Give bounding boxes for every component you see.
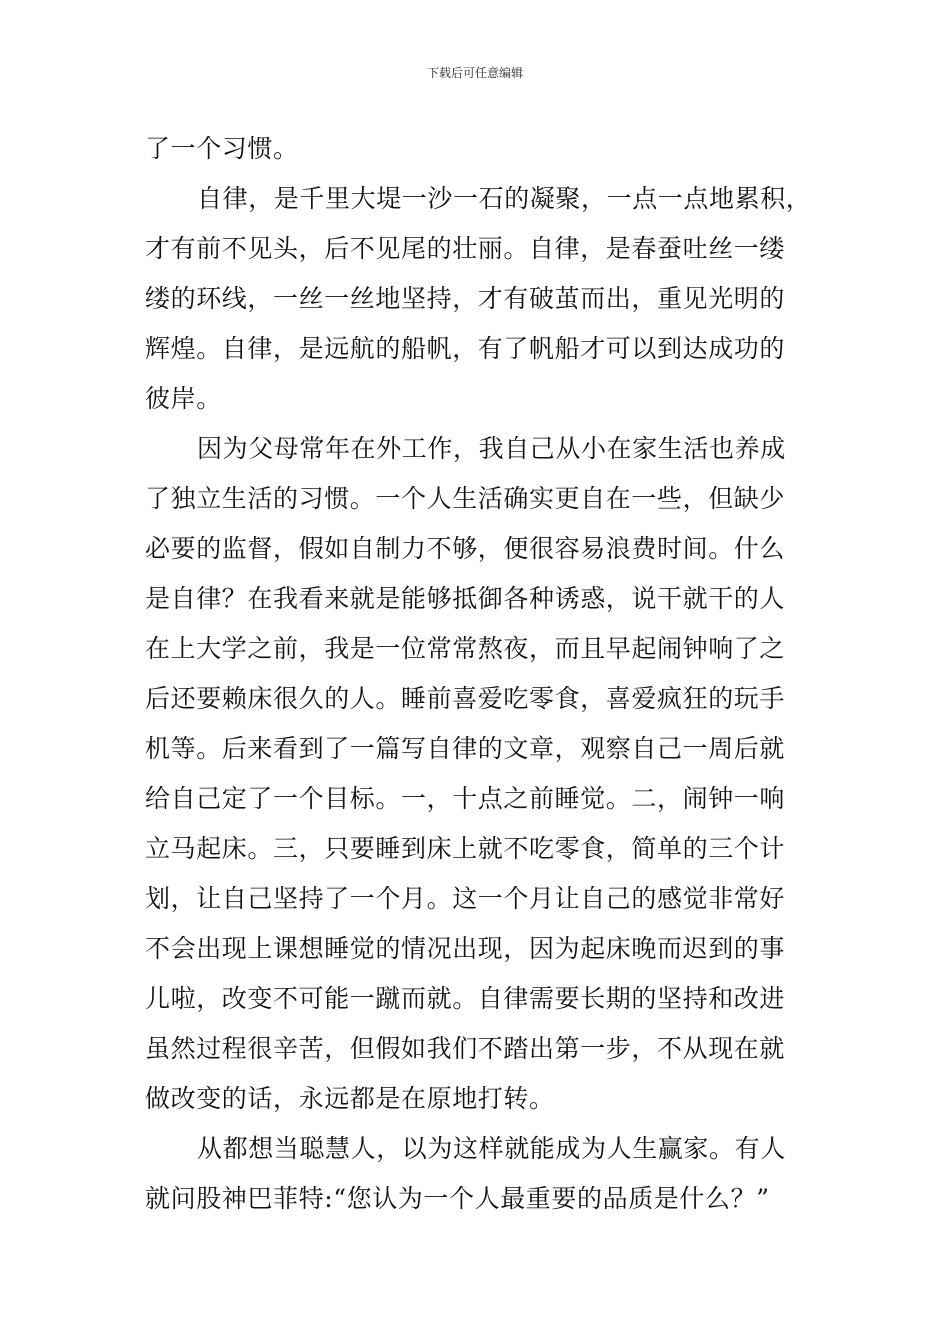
document-body bbox=[145, 124, 812, 1224]
text-line: 后还要赖床很久的人。睡前喜爱吃零食，喜爱疯狂的玩手 bbox=[145, 684, 786, 713]
text-line: 才有前不见头，后不见尾的壮丽。自律，是春蚕吐丝一缕 bbox=[145, 234, 786, 263]
text-line: 机等。后来看到了一篇写自律的文章，观察自己一周后就 bbox=[145, 734, 786, 763]
text-line: 在上大学之前，我是一位常常熬夜，而且早起闹钟响了之 bbox=[145, 634, 786, 663]
text-line: 辉煌。自律，是远航的船帆，有了帆船才可以到达成功的 bbox=[145, 334, 786, 363]
text-line: 必要的监督，假如自制力不够，便很容易浪费时间。什么 bbox=[145, 534, 786, 563]
text-line: 缕的环线，一丝一丝地坚持，才有破茧而出，重见光明的 bbox=[145, 284, 786, 313]
text-line: 给自己定了一个目标。一，十点之前睡觉。二，闹钟一响 bbox=[145, 784, 786, 813]
text-line: 做改变的话，永远都是在原地打转。 bbox=[145, 1084, 555, 1113]
page-header: 下载后可任意编辑 bbox=[426, 66, 523, 80]
text-line: 了独立生活的习惯。一个人生活确实更自在一些，但缺少 bbox=[145, 484, 786, 513]
text-line: 了一个习惯。 bbox=[145, 134, 299, 163]
text-line: 立马起床。三，只要睡到床上就不吃零食，简单的三个计 bbox=[145, 834, 786, 863]
text-line: 儿啦，改变不可能一蹴而就。自律需要长期的坚持和改进 bbox=[145, 984, 786, 1013]
text-line: 就问股神巴菲特:“您认为一个人最重要的品质是什么？” bbox=[145, 1184, 770, 1213]
text-line: 彼岸。 bbox=[145, 384, 222, 413]
text-line: 是自律？在我看来就是能够抵御各种诱惑，说干就干的人 bbox=[145, 584, 786, 613]
paragraph-first-line: 因为父母常年在外工作，我自己从小在家生活也养成 bbox=[197, 434, 786, 463]
text-line: 不会出现上课想睡觉的情况出现，因为起床晚而迟到的事 bbox=[145, 934, 786, 963]
text-line: 划，让自己坚持了一个月。这一个月让自己的感觉非常好 bbox=[145, 884, 786, 913]
paragraph-first-line: 从都想当聪慧人，以为这样就能成为人生赢家。有人 bbox=[197, 1134, 786, 1163]
text-line: 虽然过程很辛苦，但假如我们不踏出第一步，不从现在就 bbox=[145, 1034, 786, 1063]
paragraph-first-line: 自律，是千里大堤一沙一石的凝聚，一点一点地累积， bbox=[197, 184, 812, 213]
